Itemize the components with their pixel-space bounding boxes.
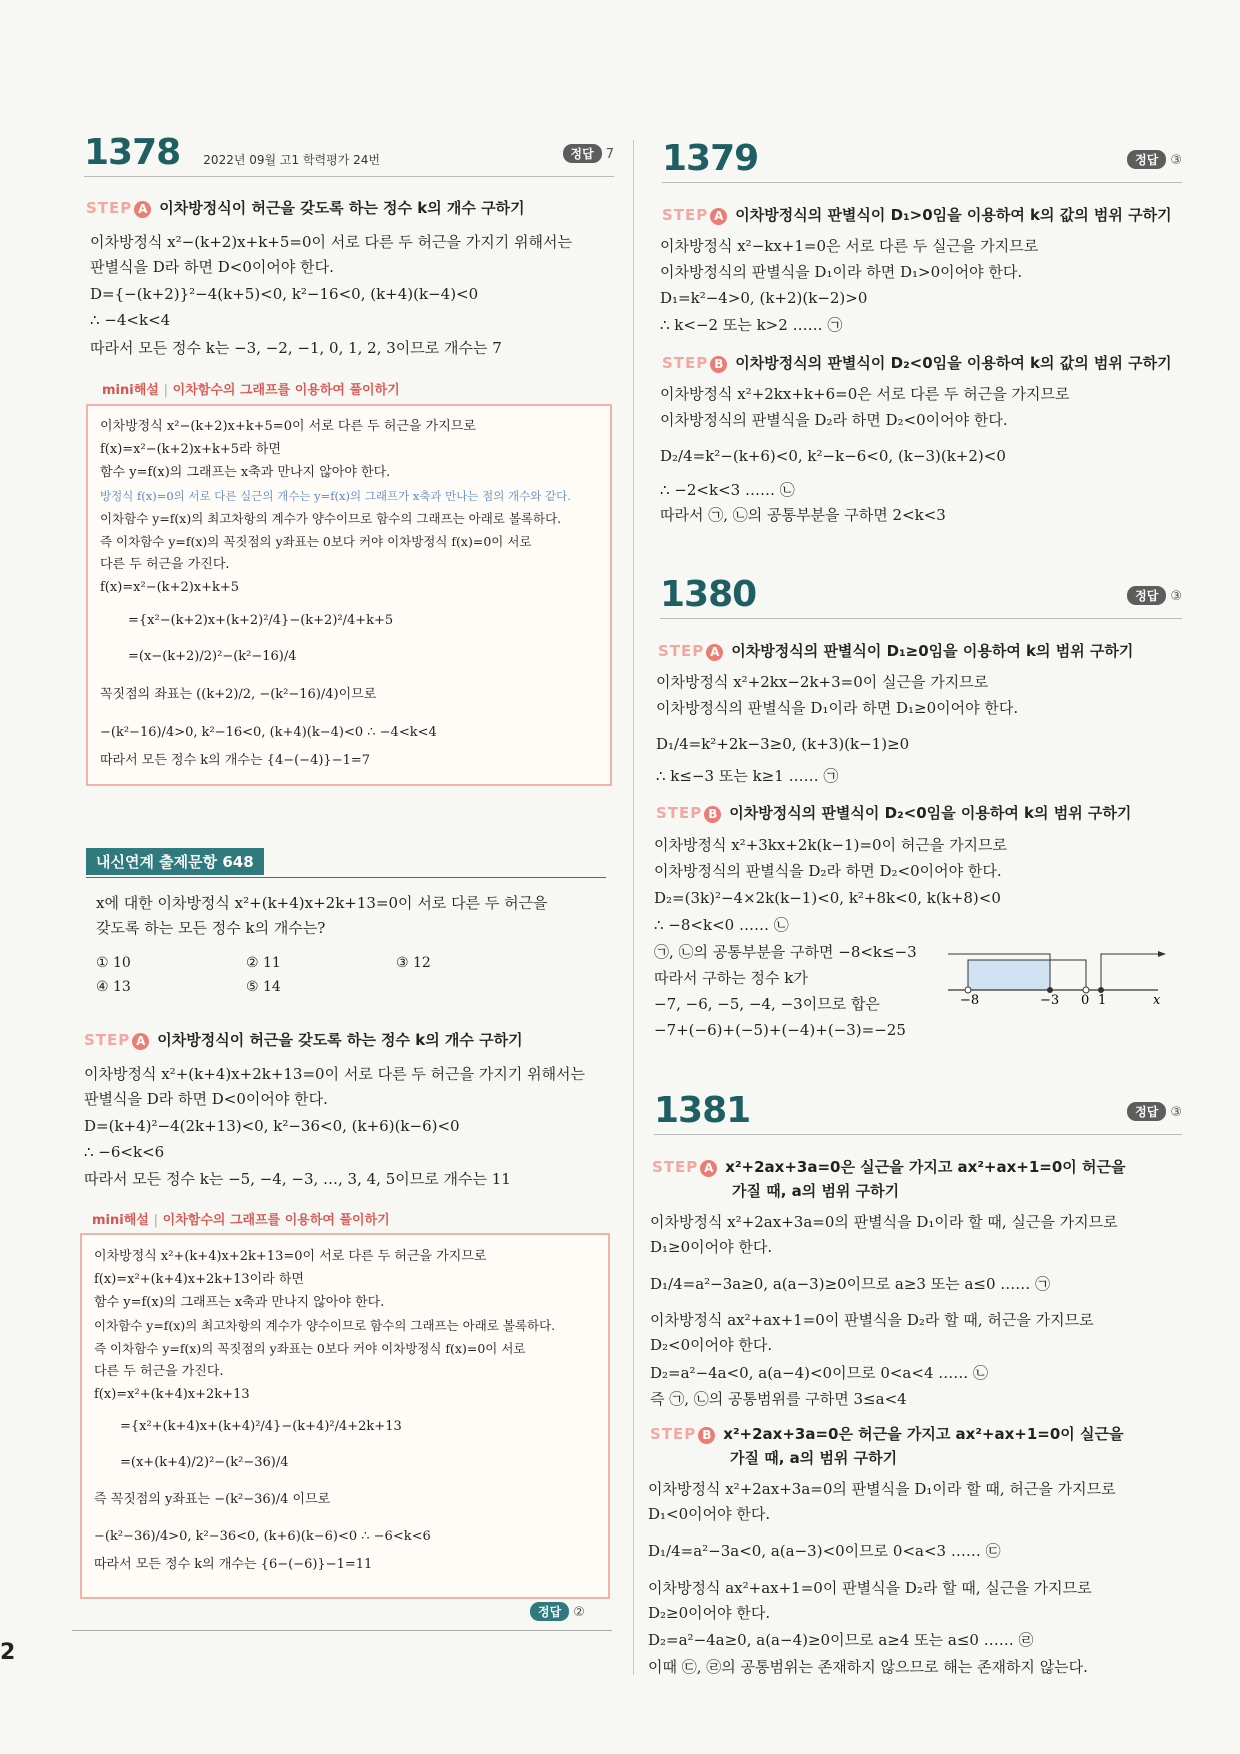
mini-line: 함수 y=f(x)의 그래프는 x축과 만나지 않아야 한다.: [100, 465, 391, 480]
question-line: x에 대한 이차방정식 x²+(k+4)x+2k+13=0이 서로 다른 두 허근을: [96, 894, 548, 912]
mini-note: 방정식 f(x)=0의 서로 다른 실근의 개수는 y=f(x)의 그래프가 x축과 만나는 점의 개수와 같다.: [100, 489, 571, 503]
solution-line: −7, −6, −5, −4, −3이므로 합은: [654, 995, 880, 1013]
column-divider: [633, 140, 634, 1675]
mini-line: −(k²−16)/4>0, k²−16<0, (k+4)(k−4)<0 ∴ −4<k<4: [100, 725, 437, 740]
mini-line: 즉 이차함수 y=f(x)의 꼭짓점의 y좌표는 0보다 커야 이차방정식 f(x)=0이 서로: [94, 1341, 526, 1356]
mini-line: 이차방정식 x²−(k+2)x+k+5=0이 서로 다른 두 허근을 가지므로: [100, 419, 476, 434]
solution-line: D₂≥0이어야 한다.: [648, 1604, 771, 1622]
tick-label: 1: [1098, 993, 1107, 1006]
mini-line: 즉 이차함수 y=f(x)의 꼭짓점의 y좌표는 0보다 커야 이차방정식 f(x)=0이 서로: [100, 534, 532, 549]
solution-line: 이차방정식 ax²+ax+1=0이 판별식을 D₂라 할 때, 허근을 가지므로: [650, 1311, 1094, 1329]
step-a-heading-cont: 가질 때, a의 범위 구하기: [732, 1182, 900, 1200]
answer-value: ③: [1170, 1105, 1182, 1120]
solution-line: 이차방정식의 판별식을 D₁이라 하면 D₁>0이어야 한다.: [660, 263, 1023, 281]
solution-line: 이차방정식 x²+2ax+3a=0의 판별식을 D₁이라 할 때, 허근을 가지므로: [648, 1480, 1116, 1498]
mini-line: 이차함수 y=f(x)의 최고차항의 계수가 양수이므로 함수의 그래프는 아래로 볼록하다.: [100, 511, 562, 526]
solution-line: D₂=a²−4a≥0, a(a−4)≥0이므로 a≥4 또는 a≤0 …… ㉣: [648, 1631, 1034, 1649]
solution-line: 이차방정식 ax²+ax+1=0이 판별식을 D₂라 할 때, 실근을 가지므로: [648, 1579, 1092, 1597]
solution-line: 즉 ㉠, ㉡의 공통범위를 구하면 3≤a<4: [650, 1390, 907, 1408]
solution-line: 따라서 모든 정수 k는 −3, −2, −1, 0, 1, 2, 3이므로 개수는 7: [90, 339, 502, 357]
bottom-rule: [72, 1630, 612, 1631]
solution-line: ㉠, ㉡의 공통부분을 구하면 −8<k≤−3: [654, 943, 917, 961]
mini-line: 이차함수 y=f(x)의 최고차항의 계수가 양수이므로 함수의 그래프는 아래로 볼록하다.: [94, 1318, 556, 1333]
answer-value: 7: [605, 147, 614, 162]
solution-line: ∴ k≤−3 또는 k≥1 …… ㉠: [656, 767, 839, 785]
solution-line: D₂<0이어야 한다.: [650, 1336, 773, 1354]
mini-explanation-title: mini해설 | 이차함수의 그래프를 이용하여 풀이하기: [92, 1213, 390, 1228]
solution-line: 따라서 구하는 정수 k가: [654, 969, 808, 987]
mini-line: f(x)=x²+(k+4)x+2k+13이라 하면: [94, 1272, 304, 1287]
step-a-heading: STEP A 이차방정식이 허근을 갖도록 하는 정수 k의 개수 구하기: [84, 1031, 523, 1049]
solution-line: 이차방정식 x²+2kx+k+6=0은 서로 다른 두 허근을 가지므로: [660, 385, 1070, 403]
solution-line: 이차방정식 x²+2ax+3a=0의 판별식을 D₁이라 할 때, 실근을 가지므로: [650, 1213, 1118, 1231]
range-bracket-3: [1101, 954, 1158, 990]
solution-line: D={−(k+2)}²−4(k+5)<0, k²−16<0, (k+4)(k−4)<0: [90, 285, 479, 303]
solution-line: ∴ −2<k<3 …… ㉡: [660, 481, 795, 499]
mini-line: 꼭짓점의 좌표는 ((k+2)/2, −(k²−16)/4)이므로: [100, 687, 377, 702]
linked-problem-badge: 내신연계 출제문항 648: [86, 848, 264, 875]
tick-label: −3: [1040, 993, 1060, 1006]
problem-source: 2022년 09월 고1 학력평가 24번: [203, 153, 381, 167]
solution-line: D₁/4=a²−3a≥0, a(a−3)≥0이므로 a≥3 또는 a≤0 …… ㉠: [650, 1275, 1051, 1293]
solution-line: 이차방정식 x²+3kx+2k(k−1)=0이 허근을 가지므로: [654, 836, 1008, 854]
axis-label: x: [1153, 993, 1161, 1006]
mini-explanation-title: mini해설 | 이차함수의 그래프를 이용하여 풀이하기: [102, 383, 400, 398]
choice: ③ 12: [396, 955, 431, 971]
solution-line: D₁<0이어야 한다.: [648, 1505, 771, 1523]
arrow-head: [1158, 951, 1166, 957]
answer-label: 정답 ③: [1127, 150, 1182, 169]
answer-label: 정답 ③: [1127, 586, 1182, 605]
mini-line: 이차방정식 x²+(k+4)x+2k+13=0이 서로 다른 두 허근을 가지므로: [94, 1249, 487, 1264]
solution-line: 이차방정식 x²+(k+4)x+2k+13=0이 서로 다른 두 허근을 가지기 위해서는: [84, 1065, 586, 1083]
mini-line: ={x²+(k+4)x+(k+4)²/4}−(k+4)²/4+2k+13: [120, 1419, 402, 1434]
step-a-heading: STEP A 이차방정식이 허근을 갖도록 하는 정수 k의 개수 구하기: [86, 199, 525, 217]
solution-line: 판별식을 D라 하면 D<0이어야 한다.: [90, 258, 334, 276]
problem-number: 1379: [662, 138, 759, 179]
tick-label: 0: [1081, 993, 1090, 1006]
problem-number: 1378: [84, 132, 181, 173]
solution-line: −7+(−6)+(−5)+(−4)+(−3)=−25: [654, 1021, 906, 1039]
mini-line: f(x)=x²−(k+2)x+k+5: [100, 580, 240, 595]
answer-value: ③: [1170, 153, 1182, 168]
page-number: 2: [0, 1640, 16, 1665]
choice: ② 11: [246, 955, 281, 971]
solution-line: ∴ k<−2 또는 k>2 …… ㉠: [660, 316, 843, 334]
mini-line: =(x−(k+2)/2)²−(k²−16)/4: [128, 649, 297, 664]
choice: ① 10: [96, 955, 131, 971]
solution-line: D₁≥0이어야 한다.: [650, 1238, 773, 1256]
solution-line: ∴ −6<k<6: [84, 1143, 165, 1161]
solution-line: D₁/4=a²−3a<0, a(a−3)<0이므로 0<a<3 …… ㉢: [648, 1542, 1001, 1560]
solution-line: D₂=a²−4a<0, a(a−4)<0이므로 0<a<4 …… ㉡: [650, 1364, 989, 1382]
solution-line: 따라서 ㉠, ㉡의 공통부분을 구하면 2<k<3: [660, 506, 946, 524]
solution-line: 따라서 모든 정수 k는 −5, −4, −3, …, 3, 4, 5이므로 개수는 11: [84, 1170, 511, 1188]
solution-line: 이차방정식의 판별식을 D₂라 하면 D₂<0이어야 한다.: [660, 411, 1008, 429]
answer-value: ③: [1170, 589, 1182, 604]
solution-line: 이차방정식 x²+2kx−2k+3=0이 실근을 가지므로: [656, 673, 989, 691]
mini-line: 따라서 모든 정수 k의 개수는 {6−(−6)}−1=11: [94, 1557, 373, 1572]
solution-line: ∴ −4<k<4: [90, 311, 171, 329]
step-a-heading: STEP A 이차방정식의 판별식이 D₁>0임을 이용하여 k의 값의 범위 구하기: [662, 206, 1172, 224]
mini-line: ={x²−(k+2)x+(k+2)²/4}−(k+2)²/4+k+5: [128, 613, 394, 628]
mini-line: 즉 꼭짓점의 y좌표는 −(k²−36)/4 이므로: [94, 1492, 331, 1507]
problem-1380-header: [660, 574, 1182, 619]
mini-line: f(x)=x²−(k+2)x+k+5라 하면: [100, 442, 281, 457]
solution-line: 이차방정식 x²−kx+1=0은 서로 다른 두 실근을 가지므로: [660, 237, 1039, 255]
solution-line: D₂/4=k²−(k+6)<0, k²−k−6<0, (k−3)(k+2)<0: [660, 447, 1006, 465]
mini-line: 함수 y=f(x)의 그래프는 x축과 만나지 않아야 한다.: [94, 1295, 385, 1310]
solution-line: D₁/4=k²+2k−3≥0, (k+3)(k−1)≥0: [656, 735, 910, 753]
problem-1381-header: [654, 1090, 1182, 1135]
solution-line: 이차방정식 x²−(k+2)x+k+5=0이 서로 다른 두 허근을 가지기 위해서는: [90, 233, 572, 251]
mini-line: =(x+(k+4)/2)²−(k²−36)/4: [120, 1455, 289, 1470]
mini-line: 다른 두 허근을 가진다.: [94, 1364, 224, 1379]
question-line: 갖도록 하는 모든 정수 k의 개수는?: [96, 919, 326, 937]
step-b-heading: STEP B x²+2ax+3a=0은 허근을 가지고 ax²+ax+1=0이 실근을: [650, 1425, 1124, 1443]
problem-1379-header: [662, 138, 1182, 183]
problem-number: 1381: [654, 1090, 751, 1131]
badge-rule: [86, 877, 606, 878]
solution-line: 판별식을 D라 하면 D<0이어야 한다.: [84, 1090, 328, 1108]
step-a-heading: STEP A 이차방정식의 판별식이 D₁≥0임을 이용하여 k의 범위 구하기: [658, 642, 1134, 660]
number-line-diagram: [948, 936, 1170, 1006]
problem-number: 1380: [660, 574, 757, 615]
tick-label: −8: [960, 993, 980, 1006]
solution-line: 이차방정식의 판별식을 D₂라 하면 D₂<0이어야 한다.: [654, 862, 1002, 880]
answer-label: 정답 7: [563, 144, 614, 163]
problem-1378-header: [84, 132, 614, 177]
mini-line: −(k²−36)/4>0, k²−36<0, (k+6)(k−6)<0 ∴ −6<k<6: [94, 1529, 431, 1544]
mini-line: 따라서 모든 정수 k의 개수는 {4−(−4)}−1=7: [100, 753, 371, 768]
linked-answer: 정답 ②: [530, 1602, 585, 1621]
solution-line: D₂=(3k)²−4×2k(k−1)<0, k²+8k<0, k(k+8)<0: [654, 889, 1001, 907]
step-b-heading: STEP B 이차방정식의 판별식이 D₂<0임을 이용하여 k의 값의 범위 구하기: [662, 354, 1172, 372]
mini-line: 다른 두 허근을 가진다.: [100, 557, 230, 572]
answer-value: ②: [573, 1605, 585, 1620]
solution-region: [968, 960, 1050, 990]
solution-line: D=(k+4)²−4(2k+13)<0, k²−36<0, (k+6)(k−6)<0: [84, 1117, 460, 1135]
answer-label: 정답 ③: [1127, 1102, 1182, 1121]
solution-line: D₁=k²−4>0, (k+2)(k−2)>0: [660, 289, 868, 307]
solution-line: ∴ −8<k<0 …… ㉡: [654, 916, 789, 934]
solution-line: 이때 ㉢, ㉣의 공통범위는 존재하지 않으므로 해는 존재하지 않는다.: [648, 1658, 1088, 1676]
choice: ⑤ 14: [246, 979, 281, 995]
choice: ④ 13: [96, 979, 131, 995]
solution-line: 이차방정식의 판별식을 D₁이라 하면 D₁≥0이어야 한다.: [656, 699, 1019, 717]
step-b-heading: STEP B 이차방정식의 판별식이 D₂<0임을 이용하여 k의 범위 구하기: [656, 804, 1132, 822]
mini-line: f(x)=x²+(k+4)x+2k+13: [94, 1387, 250, 1402]
step-b-heading-cont: 가질 때, a의 범위 구하기: [730, 1449, 898, 1467]
step-a-heading: STEP A x²+2ax+3a=0은 실근을 가지고 ax²+ax+1=0이 허근을: [652, 1158, 1126, 1176]
